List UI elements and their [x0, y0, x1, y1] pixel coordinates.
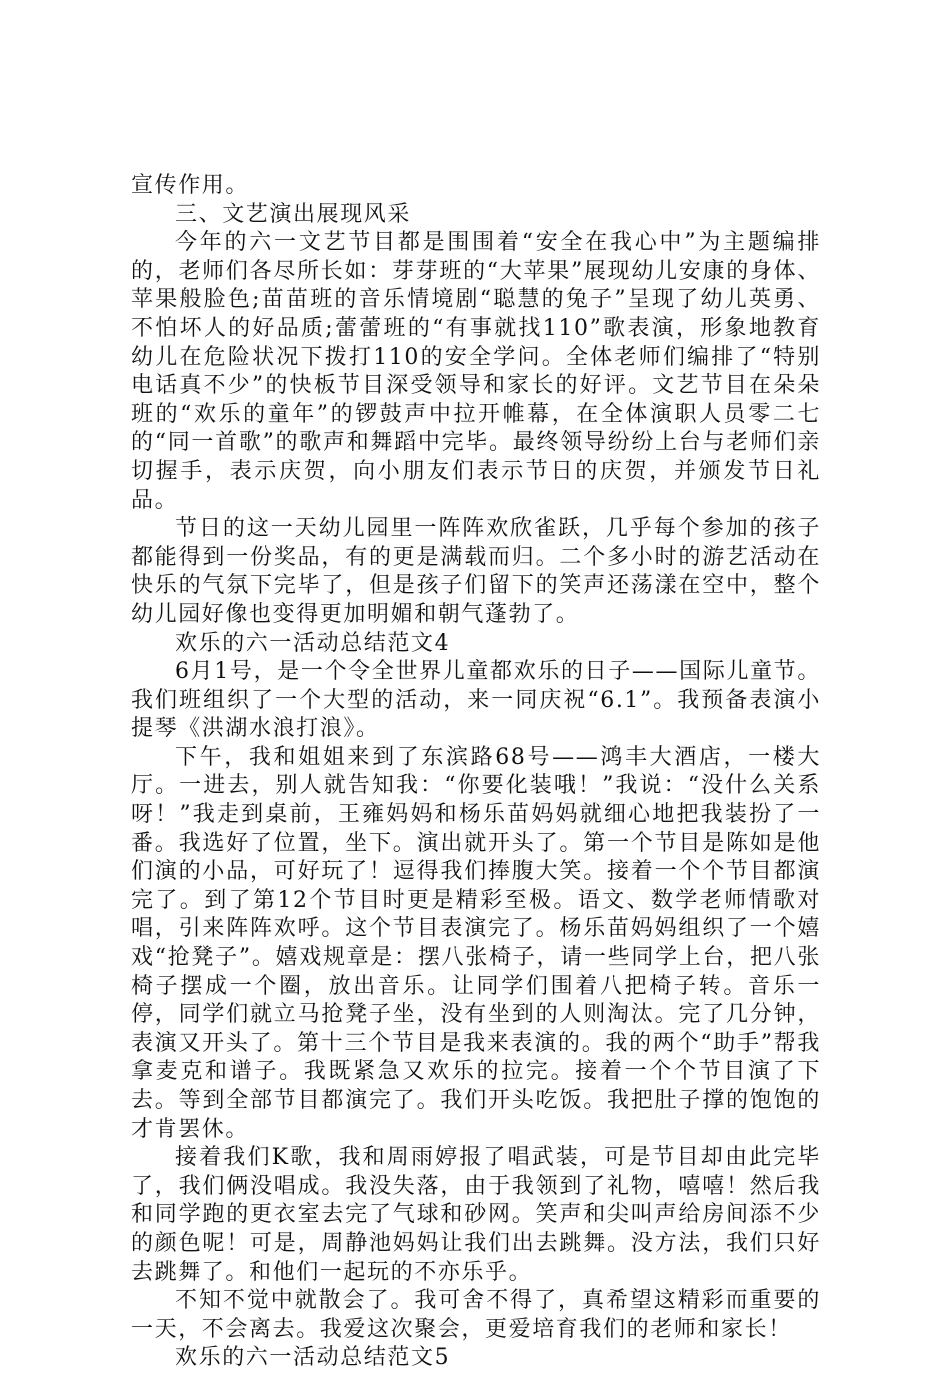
paragraph-continuation: 宣传作用。: [131, 173, 250, 198]
section-heading-performance: 三、文艺演出展现风采: [175, 201, 412, 227]
paragraph-ending: 不知不觉中就散会了。我可舍不得了，真希望这精彩而重要的一天，不会离去。我爱这次聚会，更爱培育我们的老师和家长！: [131, 1288, 821, 1342]
paragraph-festival-day: 节日的这一天幼儿园里一阵阵欢欣雀跃，几乎每个参加的孩子都能得到一份奖品，有的更是满载而归。二个多小时的游艺活动在快乐的气氛下完毕了，但是孩子们留下的笑声还荡漾在空中，整个幼儿园好像也变得更加明媚和朝气蓬勃了。: [131, 516, 821, 627]
paragraph-june-first: 6月1号，是一个令全世界儿童都欢乐的日子——国际儿童节。我们班组织了一个大型的活动，来一同庆祝“6.1”。我预备表演小提琴《洪湖水浪打浪》。: [131, 659, 821, 742]
document-page: [131, 172, 821, 1373]
paragraph-performance: 今年的六一文艺节目都是围围着“安全在我心中”为主题编排的，老师们各尽所长如：芽芽班的“大苹果”展现幼儿安康的身体、苹果般脸色;苗苗班的音乐情境剧“聪慧的兔子”呈现了幼儿英勇、不怕坏人的好品质;蕾蕾班的“有事就找110”歌表演，形象地教育幼儿在危险状况下拨打110的安全学问。全体老师们编排了“特别电话真不少”的快板节目深受领导和家长的好评。文艺节目在朵朵班的“欢乐的童年”的锣鼓声中拉开帷幕，在全体演职人员零二七的“同一首歌”的歌声和舞蹈中完毕。最终领导纷纷上台与老师们亲切握手，表示庆贺，向小朋友们表示节日的庆贺，并颁发节日礼品。: [131, 230, 821, 513]
section-heading-sample-5: 欢乐的六一活动总结范文5: [175, 1345, 451, 1371]
paragraph-karaoke: 接着我们K歌，我和周雨婷报了唱武装，可是节目却由此完毕了，我们俩没唱成。我没失落，由于我领到了礼物，嘻嘻！然后我和同学跑的更衣室去完了气球和砂网。笑声和尖叫声给房间添不少的颜色呢！可是，周静池妈妈让我们出去跳舞。没方法，我们只好去跳舞了。和他们一起玩的不亦乐乎。: [131, 1145, 821, 1285]
paragraph-afternoon: 下午，我和姐姐来到了东滨路68号——鸿丰大酒店，一楼大厅。一进去，别人就告知我：“你要化装哦！”我说：“没什么关系呀！”我走到桌前，王雍妈妈和杨乐苗妈妈就细心地把我装扮了一番。我选好了位置，坐下。演出就开头了。第一个节目是陈如是他们演的小品，可好玩了！逗得我们捧腹大笑。接着一个个节目都演完了。到了第12个节目时更是精彩至极。语文、数学老师情歌对唱，引来阵阵欢呼。这个节目表演完了。杨乐苗妈妈组织了一个嬉戏“抢凳子”。嬉戏规章是：摆八张椅子，请一些同学上台，把八张椅子摆成一个圈，放出音乐。让同学们围着八把椅子转。音乐一停，同学们就立马抢凳子坐，没有坐到的人则淘汰。完了几分钟，表演又开头了。第十三个节目是我来表演的。我的两个“助手”帮我拿麦克和谱子。我既紧急又欢乐的拉完。接着一个个节目演了下去。等到全部节目都演完了。我们开头吃饭。我把肚子撑的饱饱的才肯罢休。: [131, 744, 821, 1142]
section-heading-sample-4: 欢乐的六一活动总结范文4: [175, 630, 451, 656]
